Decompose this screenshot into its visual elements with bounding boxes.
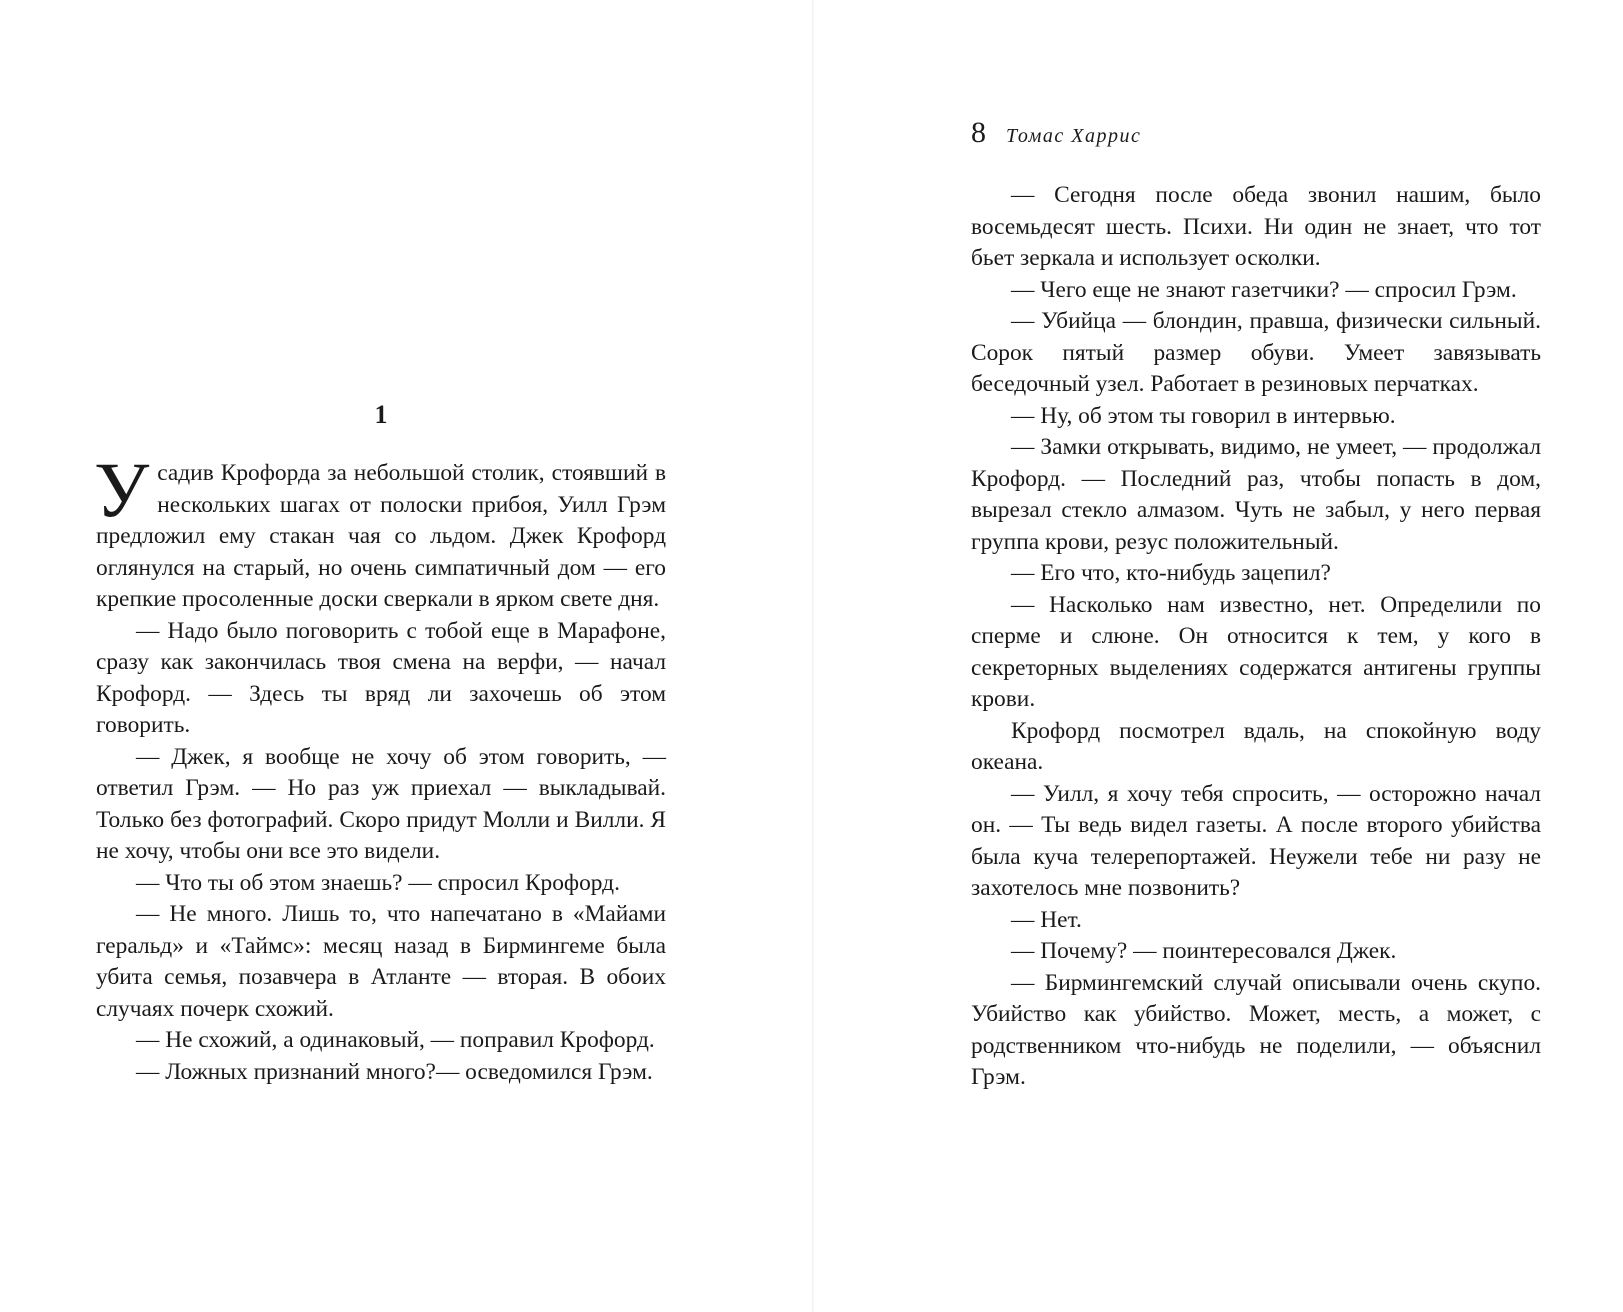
paragraph: — Что ты об этом знаешь? — спросил Крофорд. bbox=[136, 869, 620, 896]
left-page-text bbox=[94, 446, 666, 1088]
paragraph-text: садив Крофорда за небольшой столик, стоявший в нескольких шагах от полоски прибоя, Уилл Грэм предложил ему стакан чая со льдом. Джек Крофорд оглянулся на старый, но очень симпатичный дом — его крепкие просоленные доски сверкали в ярком свете дня. bbox=[96, 460, 666, 612]
paragraph: — Замки открывать, видимо, не умеет, — продолжал Крофорд. — Последний раз, чтобы попасть в дом, вырезал стекло алмазом. Чуть не забыл, у него первая группа крови, резус положительный. bbox=[971, 434, 1541, 555]
paragraph: — Не схожий, а одинаковый, — поправил Крофорд. bbox=[136, 1027, 655, 1053]
chapter-number: 1 bbox=[374, 400, 388, 429]
paragraph: — Нет. bbox=[1011, 906, 1082, 933]
running-head bbox=[971, 116, 1141, 152]
paragraph: Крофорд посмотрел вдаль, на спокойную воду океана. bbox=[971, 717, 1541, 775]
right-page bbox=[815, 0, 1623, 1312]
paragraph: — Чего еще не знают газетчики? — спросил Грэм. bbox=[1011, 276, 1517, 303]
page-number: 8 bbox=[971, 116, 986, 149]
paragraph: — Не много. Лишь то, что напечатано в «Майами геральд» и «Таймс»: месяц назад в Бирмингеме была убита семья, позавчера в Атланте — вторая. В обоих случаях почерк схожий. bbox=[96, 901, 666, 1022]
page-gutter bbox=[812, 0, 814, 1312]
paragraph: — Почему? — поинтересовался Джек. bbox=[1011, 938, 1397, 964]
paragraph: — Насколько нам известно, нет. Определили по сперме и слюне. Он относится к тем, у кого в секреторных выделениях содержатся антигены группы крови. bbox=[971, 591, 1541, 712]
paragraph: — Джек, я вообще не хочу об этом говорить, — ответил Грэм. — Но раз уж приехал — выкладывай. Только без фотографий. Скоро придут Молли и Вилли. Я не хочу, чтобы они все это видели. bbox=[96, 743, 666, 864]
author-name: Томас Харрис bbox=[1006, 125, 1142, 147]
paragraph: — Надо было поговорить с тобой еще в Марафоне, сразу как закончилась твоя смена на верфи, — начал Крофорд. — Здесь ты вряд ли захочешь об этом говорить. bbox=[96, 617, 666, 738]
drop-cap: У bbox=[94, 446, 150, 533]
paragraph: — Ложных признаний много?— осведомился Грэм. bbox=[136, 1058, 653, 1085]
paragraph: — Его что, кто-нибудь зацепил? bbox=[1011, 560, 1331, 586]
paragraph: — Убийца — блондин, правша, физически сильный. Сорок пятый размер обуви. Умеет завязывать беседочный узел. Работает в резиновых перчатках. bbox=[971, 308, 1541, 397]
paragraph: — Бирмингемский случай описывали очень скупо. Убийство как убийство. Может, месть, а может, с родственником что-нибудь не поделили, — объяснил Грэм. bbox=[971, 969, 1541, 1090]
left-page bbox=[0, 0, 811, 1312]
paragraph: — Сегодня после обеда звонил нашим, было восемьдесят шесть. Психи. Ни один не знает, что тот бьет зеркала и использует осколки. bbox=[971, 182, 1541, 271]
paragraph: — Ну, об этом ты говорил в интервью. bbox=[1011, 402, 1396, 429]
paragraph bbox=[94, 446, 666, 616]
right-page-text bbox=[971, 180, 1541, 1094]
paragraph: — Уилл, я хочу тебя спросить, — осторожно начал он. — Ты ведь видел газеты. А после второго убийства была куча телерепортажей. Неужели тебе ни разу не захотелось мне позвонить? bbox=[971, 780, 1541, 901]
